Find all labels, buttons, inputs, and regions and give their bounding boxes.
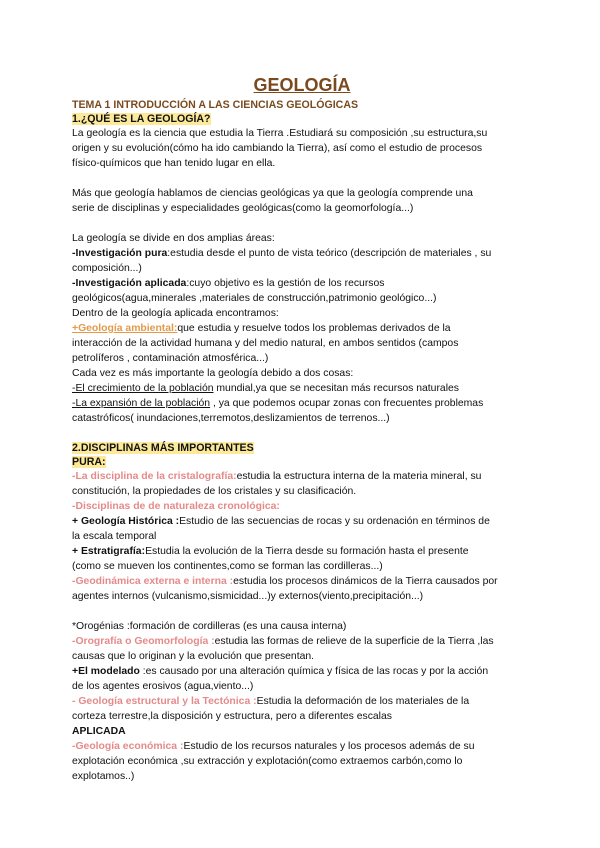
geodinamica-label: -Geodinámica externa e interna :	[72, 576, 234, 587]
estructural-label: - Geología estructural y la Tectónica :	[72, 696, 257, 707]
orografia-label: -Orografía o Geomorfología :	[72, 636, 215, 647]
topic-heading: TEMA 1 INTRODUCCIÓN A LAS CIENCIAS GEOLÓGICAS	[72, 99, 359, 111]
paragraph-areas: La geología se divide en dos amplias áreas: -Investigación pura:estudia desde el punto de vista teórico (descripción de materiales , su composición...) -Investigación aplicada:cuyo objetivo es la gestión de los recursos geológicos(agua,minerales ,materiales de construcción,patrimonio geológico...) Dentro de la geología aplicada encontramos: +Geología ambiental:que estudia y resuelve todos los problemas derivados de la interacción de la actividad humana y del medio natural, en ambos sentidos (campos petrolíferos , contaminación atmosférica...) Cada vez es más importante la geología debido a dos cosas: -El crecimiento de la población mundial,ya que se necesitan más recursos naturales -La expansión de la población , ya que podemos ocupar zonas con frecuentes problemas catastróficos( inundaciones,terremotos,deslizamientos de terrenos...)	[72, 233, 492, 424]
pura-heading: PURA:	[72, 456, 106, 468]
aplicada-label: -Investigación aplicada	[72, 278, 187, 289]
modelado-label: +El modelado	[72, 666, 140, 677]
economica-label: -Geología económica :	[72, 741, 184, 752]
cristalografia-label: -La disciplina de la cristalografía:	[72, 471, 237, 482]
crecimiento-label: -El crecimiento de la población	[72, 383, 214, 394]
paragraph-ciencias: Más que geología hablamos de ciencias geológicas ya que la geología comprende una serie de disciplinas y especialidades geológicas(como la geomorfología...)	[72, 188, 473, 214]
section-1-heading: 1.¿QUÉ ES LA GEOLOGÍA?	[72, 113, 211, 125]
cronologica-label: -Disciplinas de de naturaleza cronológica:	[72, 501, 280, 512]
document-content	[72, 74, 532, 784]
ambiental-label: +Geología ambiental:	[72, 323, 178, 334]
document-title: GEOLOGÍA	[253, 75, 351, 95]
paragraph-disciplinas-pura: -La disciplina de la cristalografía:estudia la estructura interna de la materia mineral, su constitución, la propiedades de los cristales y su clasificación. -Disciplinas de de naturaleza cronológica: + Geología Histórica :Estudio de las secuencias de rocas y su ordenación en términos de la escala temporal + Estratigrafía:Estudia la evolución de la Tierra desde su formación hasta el presente (como se mueven los continentes,como se forman las cordilleras...) -Geodinámica externa e interna :estudia los procesos dinámicos de la Tierra causados por agentes internos (vulcanismo,sismicidad...)y externos(viento,precipitación...)	[72, 471, 498, 602]
paragraph-orogenias: *Orogénias :formación de cordilleras (es una causa interna) -Orografía o Geomorfología :estudia las formas de relieve de la superficie de la Tierra ,las causas que lo originan y la evolución que presentan. +El modelado :es causado por una alteración química y física de las rocas y por la acción de los agentes erosivos (agua,viento...) - Geología estructural y la Tectónica :Estudia la deformación de los materiales de la corteza terrestre,la disposición y estructura, pero a diferentes escalas APLICADA -Geología económica :Estudio de los recursos naturales y los procesos además de su explotación económica ,su extracción y explotación(como extraemos carbón,como lo explotamos..)	[72, 621, 494, 782]
paragraph-definition: La geología es la ciencia que estudia la Tierra .Estudiará su composición ,su estructura,su origen y su evolución(cómo ha ido cambiando la Tierra), así como el estudio de procesos físico-químicos que han tenido lugar en ella.	[72, 128, 488, 169]
expansion-label: -La expansión de la población	[72, 398, 211, 409]
section-2-heading: 2.DISCIPLINAS MÁS IMPORTANTES	[72, 442, 254, 454]
aplicada-heading: APLICADA	[72, 726, 126, 737]
pura-label: -Investigación pura	[72, 248, 168, 259]
historica-label: + Geología Histórica :	[72, 516, 180, 527]
estratigrafia-label: + Estratigrafía:	[72, 546, 146, 557]
